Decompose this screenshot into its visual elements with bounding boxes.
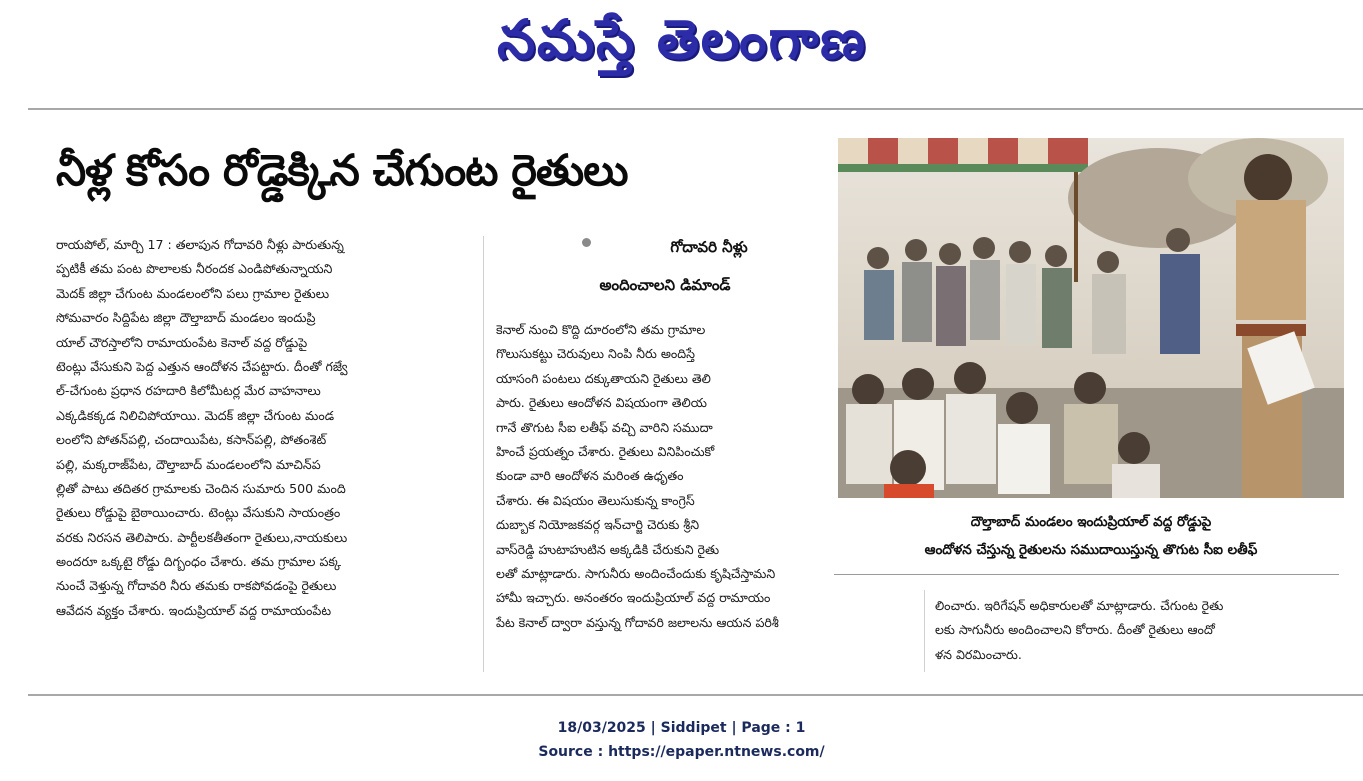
text-line: యాసంగి పంటలు దక్కుతాయని రైతులు తెలి [496,370,711,386]
text-line: యాల్ చౌరస్తాలోని రామాయంపేట కెనాల్ వద్ద రోడ్డుపై [56,334,308,350]
page-footer [0,716,1363,764]
subhead-line: అందించాలని డిమాండ్ [599,276,731,294]
subhead-line: గోదావరి నీళ్లు [670,238,748,256]
article-photo [838,138,1344,498]
text-line: పేట కెనాల్ ద్వారా వస్తున్న గోదావరి జలాలను ఆయన పరిశీ [496,614,779,630]
text-line: సోమవారం సిద్దిపేట జిల్లా దౌల్తాబాద్ మండలం ఇందుప్రి [56,310,316,326]
column-divider [924,590,925,672]
article-headline: నీళ్ల కోసం రోడ్డెక్కిన చేగుంట రైతులు [56,146,628,196]
article-column-3 [935,594,1339,667]
source-link[interactable]: Source : https://epaper.ntnews.com/ [538,744,825,760]
text-line: ప్పటికీ తమ పంట పొలాలకు నీరందక ఎండిపోతున్నాయని [56,261,333,277]
text-line: ఎక్కడికక్కడ నిలిచిపోయాయి. మెదక్ జిల్లా చేగుంట మండ [56,407,335,423]
article-column-1 [56,233,476,623]
text-line: లించారు. ఇరిగేషన్ అధికారులతో మాట్లాడారు. చేగుంట రైతు [935,598,1224,613]
text-line: చేశారు. ఈ విషయం తెలుసుకున్న కాంగ్రెస్ [496,492,695,508]
text-line: ఆవేదన వ్యక్తం చేశారు. ఇందుప్రియాల్ వద్ద రామాయంపేట [56,602,332,618]
text-line: వాస్‌రెడ్డి హుటాహుటిన అక్కడికి చేరుకుని రైతు [496,541,720,557]
bottom-divider [28,694,1363,696]
text-line: రైతులు రోడ్డుపై బైఠాయించారు. టెంట్లు వేసుకుని సాయంత్రం [56,505,341,521]
text-line: గొలుసుకట్టు చెరువులు నింపి నీరు అందిస్తే [496,346,696,362]
caption-divider [834,574,1339,575]
photo-caption [838,508,1344,564]
text-line: పల్లి, మక్కరాజ్‌పేట, దౌల్తాబాద్ మండలంలోని మాచిన్‌ప [56,456,321,472]
text-line: ళన విరమించారు. [935,646,1022,662]
text-line: లంలోని పోతన్‌పల్లి, చందాయిపేట, కసాన్‌పల్లి, పోతంశెట్ [56,432,327,448]
text-line: ల్లితో పాటు తదితర గ్రామాలకు చెందిన సుమారు 500 మంది [56,480,346,496]
caption-line: దౌల్తాబాద్ మండలం ఇందుప్రియాల్ వద్ద రోడ్డుపై [970,514,1212,530]
bullet-icon [582,238,591,247]
text-line: హించే ప్రయత్నం చేశారు. రైతులు వినిపించుకో [496,443,715,459]
article-subhead [500,228,830,304]
text-line: గానే తొగుట సీఐ లతీఫ్ వచ్చి వారిని సముదా [496,419,713,435]
text-line: దుబ్బాక నియోజకవర్గ ఇన్‌చార్జి చెరుకు శ్రీని [496,517,700,533]
text-line: నుంచే వెళ్తున్న గోదావరి నీరు తమకు రాకపోవడంపై రైతులు [56,578,337,594]
text-line: ల్-చేగుంట ప్రధాన రహదారి కిలోమీటర్ల మేర వాహనాలు [56,383,321,399]
text-line: వరకు నిరసన తెలిపారు. పార్టీలకతీతంగా రైతులు,నాయకులు [56,529,348,545]
edition-info: 18/03/2025 | Siddipet | Page : 1 [557,720,806,736]
text-line: లతో మాట్లాడారు. సాగునీరు అందించేందుకు కృషిచేస్తామని [496,565,776,581]
text-line: కెనాల్ నుంచి కొద్ది దూరంలోని తమ గ్రామాల [496,322,706,337]
photo-illustration [838,138,1344,498]
text-line: పారు. రైతులు ఆందోళన విషయంగా తెలియ [496,395,707,411]
text-line: మెదక్ జిల్లా చేగుంట మండలంలోని పలు గ్రామాల రైతులు [56,285,330,301]
text-line: కుండా వారి ఆందోళన మరింత ఉధృతం [496,468,684,484]
newspaper-logo: నమస్తే తెలంగాణ [497,7,867,71]
column-divider [483,236,484,672]
text-line: లకు సాగునీరు అందించాలని కోరారు. దీంతో రైతులు ఆందో [935,622,1215,638]
text-line: హామీ ఇచ్చారు. అనంతరం ఇందుప్రియాల్ వద్ద రామాయం [496,590,771,606]
caption-line: ఆందోళన చేస్తున్న రైతులను సముదాయిస్తున్న తొగుట సీఐ లతీఫ్ [924,542,1258,558]
top-divider [28,108,1363,110]
masthead [0,0,1363,100]
text-line: అందరూ ఒక్కటై రోడ్డు దిగ్బంధం చేశారు. తమ గ్రామాల పక్క [56,554,342,570]
text-line: రాయపోల్, మార్చి 17 : తలాపున గోదావరి నీళ్లు పారుతున్న [56,237,344,252]
text-line: టెంట్లు వేసుకుని పెద్ద ఎత్తున ఆందోళన చేపట్టారు. దీంతో గజ్వే [56,358,348,374]
